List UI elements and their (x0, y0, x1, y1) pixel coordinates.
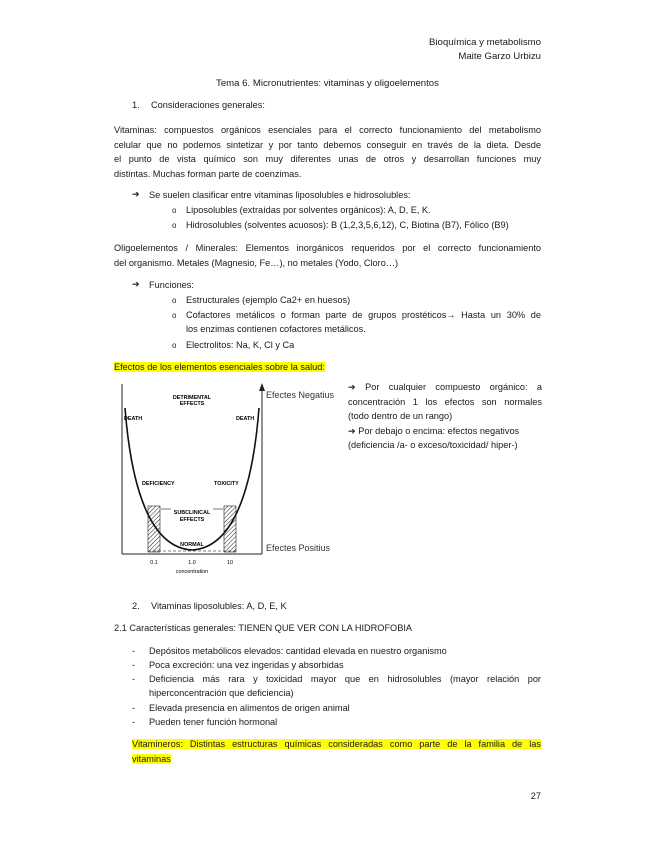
efectos-heading (114, 360, 325, 375)
section2-number: 2. (132, 601, 140, 611)
page-number: 27 (530, 791, 541, 801)
detrimental-label: EFFECTS (179, 401, 205, 407)
circle-bullet-icon: o (172, 296, 177, 305)
vitaminas-line: celular que no podemos sintetizar y por tanto debemos conseguir en través de la dieta. Desde (114, 139, 541, 150)
toxicity-label: TOXICITY (214, 481, 239, 487)
side-note-line: (todo dentro de un rango) (348, 411, 453, 422)
circle-bullet-icon: o (172, 206, 177, 215)
circle-bullet-icon: o (172, 311, 177, 320)
deficiency-label: DEFICIENCY (142, 481, 175, 487)
side-note-line: concentración 1 los efectos son normales (348, 396, 542, 407)
subclinical-label: EFFECTS (179, 517, 205, 523)
deficiency-hatch (148, 506, 160, 552)
vitamineros-line (132, 737, 541, 752)
oligo-line: Oligoelementos / Minerales: Elementos inorgánicos requeridos por el correcto funcionamiento (114, 243, 541, 253)
header-author: Maite Garzo Urbizu (458, 51, 541, 62)
toxicity-hatch (224, 506, 236, 552)
funciones-text: Funciones: (149, 280, 194, 290)
arrow-icon: ➔ (348, 425, 356, 436)
arrow-icon: ➔ (348, 382, 356, 392)
list-item-continuation: los enzimas contienen cofactores metálicos. (186, 324, 366, 334)
vitamineros-line (132, 752, 541, 767)
tick-label: 10 (227, 560, 233, 566)
vitaminas-paragraph (114, 123, 541, 181)
tick-label: 0.1 (150, 560, 158, 566)
circle-bullet-icon: o (172, 341, 177, 350)
side-note-text: Por debajo o encima: efectos negativos (358, 425, 520, 436)
vitaminas-line: distintas. Muchas forman parte de coenzimas. (114, 168, 302, 179)
side-note-line: (deficiencia /a- o exceso/toxicidad/ hiper-) (348, 440, 518, 451)
dash-bullet: - (132, 717, 136, 727)
list-item: Depósitos metabólicos elevados: cantidad elevada en nuestro organismo (149, 646, 447, 656)
normal-label: NORMAL (180, 542, 204, 548)
dash-bullet: - (132, 646, 136, 656)
list-item: Elevada presencia en alimentos de origen animal (149, 703, 350, 713)
clasif-text: Se suelen clasificar entre vitaminas liposolubles e hidrosolubles: (149, 190, 411, 200)
efectes-negatius-label: Efectes Negatius (266, 390, 335, 400)
section1-heading: Consideraciones generales: (151, 100, 265, 110)
side-note-text: Por cualquier compuesto orgánico: a (365, 382, 542, 392)
circle-bullet-icon: o (172, 221, 177, 230)
list-item: Hidrosolubles (solventes acuosos): B (1,2,3,5,6,12), C, Biotina (B7), Fólico (B9) (186, 220, 509, 230)
vitamineros-note (132, 737, 541, 766)
arrow-up-icon (259, 383, 265, 391)
section2-heading: Vitaminas liposolubles: A, D, E, K (151, 601, 287, 611)
section1-number: 1. (132, 100, 140, 110)
arrow-icon: ➔ (132, 189, 140, 199)
vitamineros-text: Vitamineros: Distintas estructuras químicas consideradas como parte de la familia de las (132, 739, 541, 749)
list-item: Electrolitos: Na, K, Cl y Ca (186, 340, 295, 350)
page-title: Tema 6. Micronutrientes: vitaminas y oligoelementos (216, 78, 439, 89)
dash-bullet: - (132, 703, 136, 713)
efectos-heading-text: Efectos de los elementos esenciales sobre la salud: (114, 362, 325, 372)
list-item: Cofactores metálicos o forman parte de grupos prostéticos→ Hasta un 30% de (186, 310, 541, 320)
dose-response-figure (114, 378, 344, 583)
list-item: Liposolubles (extraídas por solventes orgánicos): A, D, E, K. (186, 205, 431, 215)
side-note-line (348, 380, 542, 395)
list-item: Pueden tener función hormonal (149, 717, 278, 727)
dash-bullet: - (132, 660, 136, 670)
efectes-positius-label: Efectes Positius (266, 543, 331, 553)
header-course: Bioquímica y metabolismo (429, 37, 541, 48)
list-item: Deficiencia más rara y toxicidad mayor que en hidrosolubles (mayor relación por (149, 674, 541, 684)
side-notes (348, 380, 542, 453)
dash-bullet: - (132, 674, 136, 684)
list-item: Poca excreción: una vez ingeridas y absorbidas (149, 660, 344, 670)
tick-label: 1.0 (188, 560, 196, 566)
oligo-line: del organismo. Metales (Magnesio, Fe…), no metales (Yodo, Cloro…) (114, 257, 399, 268)
section2-subheading: 2.1 Características generales: TIENEN QUE VER CON LA HIDROFOBIA (114, 623, 413, 633)
death-right-label: DEATH (236, 416, 255, 422)
list-item: Estructurales (ejemplo Ca2+ en huesos) (186, 295, 351, 305)
side-note-line (348, 424, 542, 439)
arrow-icon: ➔ (132, 279, 140, 289)
dose-response-curve (125, 408, 259, 550)
death-left-label: DEATH (124, 416, 143, 422)
vitamineros-text: vitaminas (132, 753, 171, 764)
list-item-continuation: hiperconcentración que deficiencia) (149, 688, 294, 698)
oligo-paragraph (114, 241, 541, 270)
vitaminas-line: el punto de vista químico son muy diferentes unas de otros y desarrollan funciones muy (114, 154, 541, 165)
vitaminas-line: Vitaminas: compuestos orgánicos esenciales para el correcto funcionamiento del metabolismo (114, 125, 541, 135)
detrimental-label: DETRIMENTAL (172, 395, 212, 401)
subclinical-label: SUBCLINICAL (173, 510, 211, 516)
x-axis-label: concentration (175, 569, 209, 575)
